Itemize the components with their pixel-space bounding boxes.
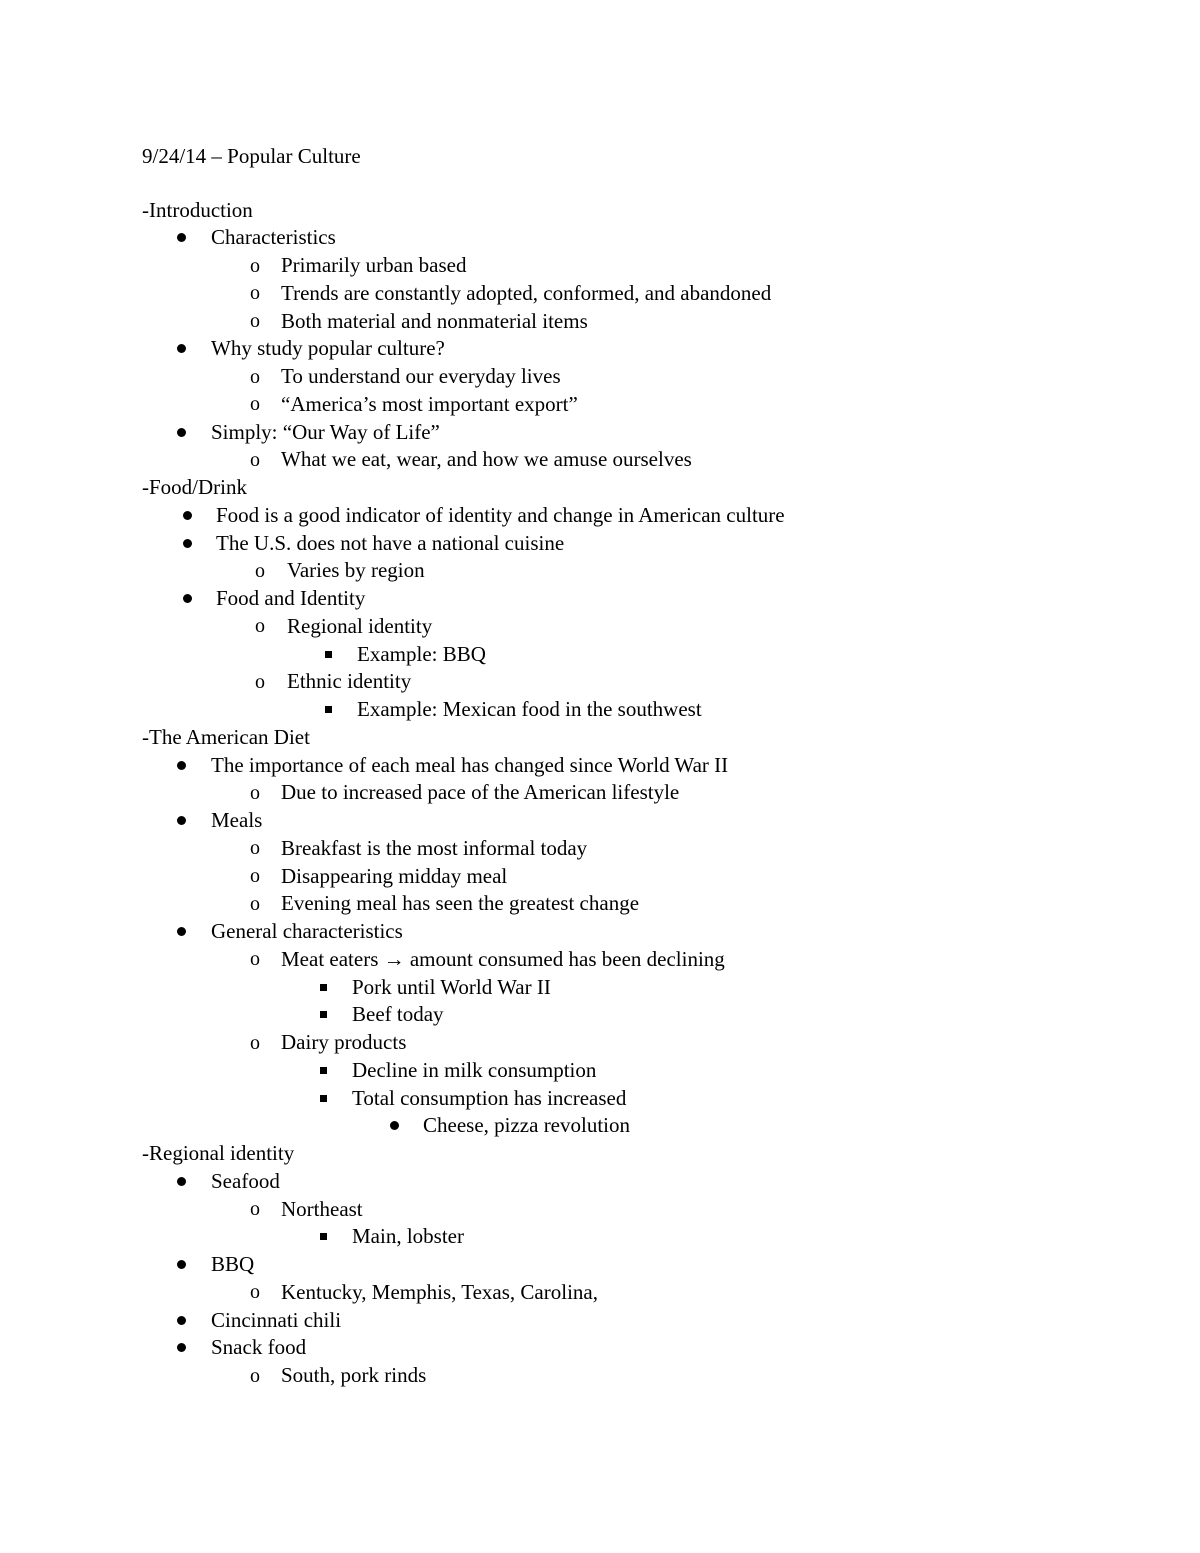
bullet-circle-icon: o (250, 282, 260, 305)
bullet-square-icon (313, 973, 333, 1001)
bullet-circle-icon: o (250, 1198, 260, 1220)
list-item (0, 1001, 1200, 1029)
list-item-text: Example: BBQ (357, 641, 486, 666)
list-item (0, 557, 1200, 585)
bullet-disc-icon (171, 807, 191, 835)
list-item (0, 945, 1200, 973)
list-item-text: Due to increased pace of the American lifestyle (281, 780, 680, 805)
list-item-text: Meals (211, 808, 263, 832)
list-item (0, 1251, 1200, 1279)
bullet-disc-icon (384, 1112, 404, 1140)
list-item (0, 335, 1200, 363)
list-item-text: Evening meal has seen the greatest change (281, 891, 640, 916)
bullet-circle-icon: o (250, 948, 260, 971)
list-item-text: Food is a good indicator of identity and change in American culture (216, 502, 785, 527)
list-item-text: “America’s most important export” (281, 391, 578, 416)
section-heading (0, 1140, 1200, 1168)
list-item (0, 890, 1200, 918)
list-item (0, 1362, 1200, 1390)
list-item-text: Disappearing midday meal (281, 863, 508, 888)
list-item-text: Kentucky, Memphis, Texas, Carolina, (281, 1279, 598, 1304)
list-item (0, 1084, 1200, 1112)
bullet-disc-icon (171, 1251, 191, 1279)
bullet-disc-icon (171, 418, 191, 446)
list-item (0, 807, 1200, 835)
bullet-disc-icon (171, 751, 191, 779)
bullet-circle-icon: o (255, 670, 265, 693)
bullet-circle-icon: o (250, 393, 260, 416)
section-heading-text: -Introduction (142, 197, 253, 222)
list-item (0, 668, 1200, 696)
bullet-circle-icon: o (250, 1031, 260, 1054)
section-heading-text: -Food/Drink (142, 475, 247, 499)
section-heading (0, 196, 1200, 224)
bullet-circle-icon: o (250, 310, 260, 332)
bullet-disc-icon (171, 224, 191, 252)
list-item (0, 779, 1200, 807)
list-item-text: BBQ (211, 1252, 255, 1276)
list-item-text: Primarily urban based (281, 253, 467, 277)
bullet-disc-icon (171, 1334, 191, 1362)
list-item (0, 834, 1200, 862)
list-item-text: Decline in milk consumption (352, 1057, 597, 1082)
bullet-circle-icon: o (250, 892, 260, 915)
list-item-text: South, pork rinds (281, 1363, 427, 1387)
bullet-disc-icon (171, 335, 191, 363)
bullet-square-icon (313, 1001, 333, 1029)
list-item-text: To understand our everyday lives (281, 364, 561, 388)
list-item (0, 252, 1200, 280)
bullet-disc-icon (177, 529, 197, 557)
list-item (0, 696, 1200, 724)
list-item (0, 1056, 1200, 1084)
bullet-circle-icon: o (255, 615, 265, 638)
list-item-text: Cheese, pizza revolution (423, 1113, 631, 1138)
list-item-text: Why study popular culture? (211, 336, 445, 361)
section-heading-text: -Regional identity (142, 1141, 295, 1165)
list-item-text: Beef today (352, 1002, 444, 1027)
bullet-circle-icon: o (250, 1364, 260, 1387)
bullet-square-icon (313, 1223, 333, 1251)
bullet-square-icon (318, 696, 338, 724)
document-title-text: 9/24/14 – Popular Culture (142, 143, 361, 168)
list-item (0, 1223, 1200, 1251)
list-item (0, 446, 1200, 474)
list-item-text: Pork until World War II (352, 974, 551, 999)
list-item-text: Cincinnati chili (211, 1307, 342, 1332)
list-item-text: Simply: “Our Way of Life” (211, 419, 440, 444)
bullet-circle-icon: o (250, 865, 260, 887)
list-item-text: Characteristics (211, 225, 336, 250)
list-item-text: Seafood (211, 1168, 280, 1193)
list-item-text: The U.S. does not have a national cuisine (216, 530, 565, 555)
list-item-text: Food and Identity (216, 586, 366, 610)
list-item-text: Ethnic identity (287, 669, 412, 694)
list-item (0, 363, 1200, 391)
list-item-text: Northeast (281, 1196, 363, 1221)
list-item (0, 279, 1200, 307)
bullet-disc-icon (171, 918, 191, 946)
list-item-text: General characteristics (211, 919, 403, 943)
list-item-text: Breakfast is the most informal today (281, 835, 588, 860)
bullet-square-icon (313, 1056, 333, 1084)
list-item (0, 918, 1200, 946)
list-item (0, 418, 1200, 446)
list-item (0, 585, 1200, 613)
list-item (0, 390, 1200, 418)
list-item (0, 307, 1200, 335)
bullet-circle-icon: o (250, 365, 260, 388)
list-item-text: Dairy products (281, 1030, 407, 1054)
bullet-circle-icon: o (250, 448, 260, 471)
list-item-text: Total consumption has increased (352, 1085, 627, 1110)
list-item-text: Main, lobster (352, 1224, 464, 1249)
list-item-text: Meat eaters → amount consumed has been declining (281, 946, 725, 971)
list-item-text: Both material and nonmaterial items (281, 308, 588, 333)
bullet-disc-icon (171, 1306, 191, 1334)
section-heading-text: -The American Diet (142, 724, 310, 749)
list-item (0, 1334, 1200, 1362)
bullet-circle-icon: o (250, 781, 260, 804)
list-item (0, 862, 1200, 890)
list-item (0, 224, 1200, 252)
list-item-text: Trends are constantly adopted, conformed, and abandoned (281, 280, 772, 305)
list-item-text: Example: Mexican food in the southwest (357, 697, 702, 721)
list-item (0, 1195, 1200, 1223)
list-item (0, 1278, 1200, 1306)
section-heading (0, 474, 1200, 502)
bullet-square-icon (313, 1084, 333, 1112)
list-item (0, 640, 1200, 668)
bullet-circle-icon: o (250, 1281, 260, 1304)
list-item-text: The importance of each meal has changed since World War II (211, 752, 729, 777)
list-item (0, 973, 1200, 1001)
bullet-disc-icon (177, 585, 197, 613)
list-item (0, 612, 1200, 640)
bullet-circle-icon: o (250, 837, 260, 860)
list-item (0, 1112, 1200, 1140)
bullet-circle-icon: o (255, 559, 265, 582)
list-item (0, 1029, 1200, 1057)
list-item (0, 529, 1200, 557)
list-item-text: Varies by region (287, 558, 425, 583)
bullet-square-icon (318, 640, 338, 668)
list-item (0, 1167, 1200, 1195)
list-item-text: What we eat, wear, and how we amuse ourselves (281, 447, 692, 472)
list-item-text: Regional identity (287, 613, 433, 638)
bullet-circle-icon: o (250, 254, 260, 277)
bullet-disc-icon (171, 1167, 191, 1195)
bullet-disc-icon (177, 501, 197, 529)
list-item (0, 1306, 1200, 1334)
list-item (0, 751, 1200, 779)
section-heading (0, 723, 1200, 751)
list-item-text: Snack food (211, 1335, 307, 1360)
list-item (0, 501, 1200, 529)
